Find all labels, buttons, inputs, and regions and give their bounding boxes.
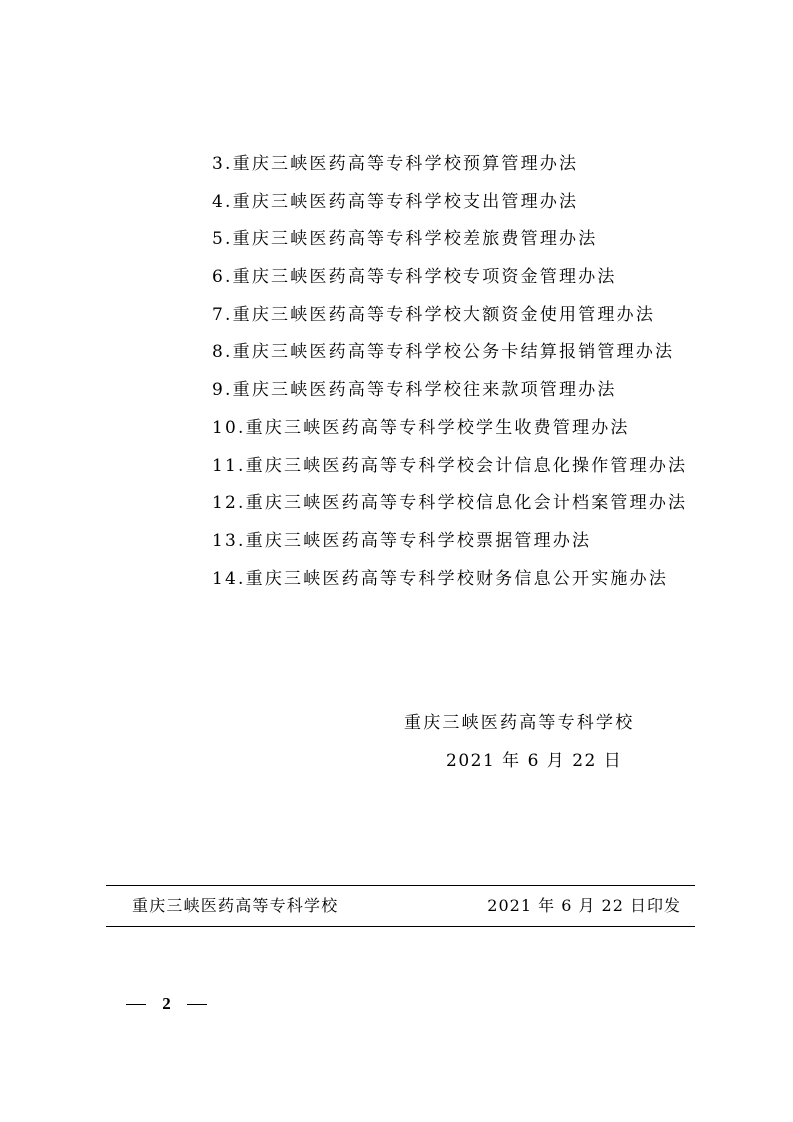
list-item: 14.重庆三峡医药高等专科学校财务信息公开实施办法 (212, 568, 669, 589)
page-number-left-dash (126, 1004, 146, 1005)
list-item: 4.重庆三峡医药高等专科学校支出管理办法 (212, 191, 579, 212)
issue-date: 2021 年 6 月 22 日印发 (487, 896, 681, 915)
list-item: 7.重庆三峡医药高等专科学校大额资金使用管理办法 (212, 304, 656, 325)
list-item: 5.重庆三峡医药高等专科学校差旅费管理办法 (212, 229, 598, 250)
list-item: 6.重庆三峡医药高等专科学校专项资金管理办法 (212, 267, 617, 288)
attachment-list (212, 146, 732, 598)
list-item: 11.重庆三峡医药高等专科学校会计信息化操作管理办法 (212, 455, 688, 476)
issuer-name: 重庆三峡医药高等专科学校 (132, 896, 339, 915)
page-number (126, 990, 207, 1017)
list-item: 13.重庆三峡医药高等专科学校票据管理办法 (212, 530, 592, 551)
issue-bar (106, 885, 695, 927)
list-item: 3.重庆三峡医药高等专科学校预算管理办法 (212, 154, 579, 174)
signature-date: 2021 年 6 月 22 日 (446, 751, 623, 771)
signature-organization: 重庆三峡医药高等专科学校 (404, 713, 635, 733)
list-item: 9.重庆三峡医药高等专科学校往来款项管理办法 (212, 380, 617, 401)
list-item: 10.重庆三峡医药高等专科学校学生收费管理办法 (212, 417, 630, 438)
page-number-value: 2 (162, 994, 171, 1014)
signature-block (404, 706, 635, 771)
list-item: 8.重庆三峡医药高等专科学校公务卡结算报销管理办法 (212, 342, 675, 363)
page-number-right-dash (187, 1004, 207, 1005)
list-item: 12.重庆三峡医药高等专科学校信息化会计档案管理办法 (212, 493, 688, 514)
